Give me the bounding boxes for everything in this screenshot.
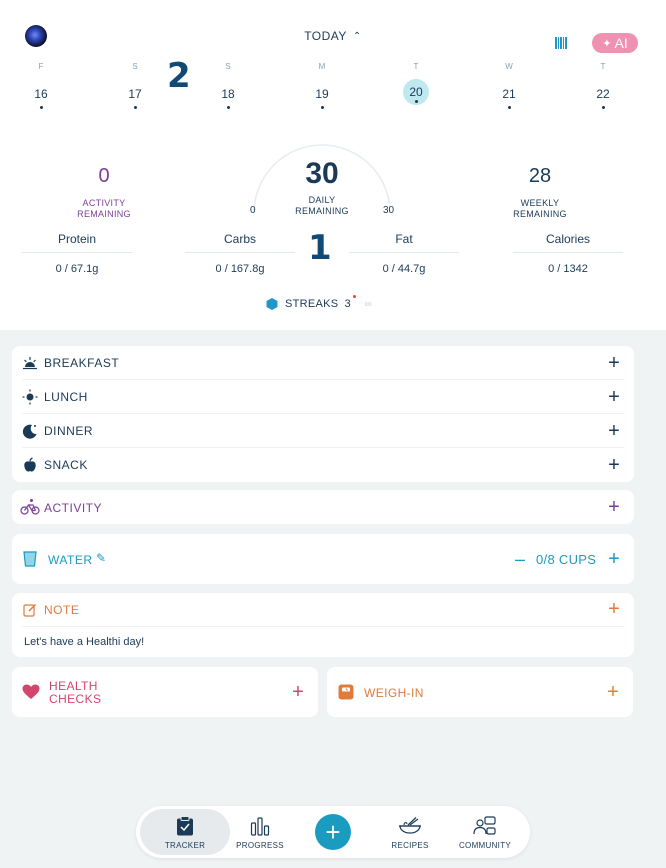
add-weigh-in-button[interactable]: + — [607, 681, 619, 703]
daily-remaining-label-2: REMAINING — [295, 206, 349, 216]
day-letter: F — [38, 62, 44, 71]
macro-value: 0 / 67.1g — [55, 263, 99, 275]
sparkle-icon: ✦ — [602, 37, 612, 50]
day-22[interactable] — [583, 62, 623, 109]
meal-label: BREAKFAST — [44, 356, 120, 370]
community-icon — [450, 815, 520, 837]
day-dot — [227, 106, 230, 109]
bar-chart-icon — [232, 815, 288, 837]
today-label: TODAY — [304, 29, 347, 43]
streak-alert-dot — [353, 295, 356, 298]
day-19[interactable] — [302, 62, 342, 109]
activity-remaining-label-1: ACTIVITY — [82, 198, 126, 208]
macro-name: Protein — [57, 232, 97, 246]
water-card — [12, 534, 634, 584]
macro-value: 0 / 44.7g — [382, 263, 426, 275]
macro-value: 0 / 1342 — [548, 263, 588, 275]
day-dot — [134, 106, 137, 109]
macro-name: Carbs — [223, 232, 256, 246]
heart-icon — [22, 684, 40, 705]
note-card[interactable] — [12, 593, 634, 657]
day-letter: S — [132, 62, 138, 71]
day-dot — [508, 106, 511, 109]
add-lunch-button[interactable]: + — [608, 386, 620, 408]
water-cups-value: 0/8 CUPS — [536, 552, 597, 567]
clipboard-icon — [140, 815, 230, 837]
macro-calories[interactable] — [513, 232, 623, 275]
add-health-check-button[interactable]: + — [292, 681, 304, 703]
add-breakfast-button[interactable]: + — [608, 352, 620, 374]
macro-name: Fat — [395, 232, 413, 246]
meal-label: LUNCH — [44, 390, 88, 404]
macro-protein[interactable] — [22, 232, 132, 275]
nav-tracker[interactable] — [140, 809, 230, 855]
health-checks-label: HEALTH CHECKS — [49, 679, 102, 706]
day-dot — [415, 100, 418, 103]
day-letter: T — [600, 62, 606, 71]
daily-remaining-label-1: DAILY — [308, 195, 336, 205]
nav-label: TRACKER — [164, 841, 206, 850]
apple-icon — [22, 457, 38, 473]
day-20-selected[interactable] — [396, 62, 436, 103]
streak-link-icon: ∞ — [364, 298, 372, 310]
macro-name: Calories — [545, 232, 590, 246]
day-dot — [40, 106, 43, 109]
note-label: NOTE — [44, 603, 80, 617]
ai-button[interactable] — [592, 33, 638, 53]
meal-label: DINNER — [44, 424, 94, 438]
activity-card[interactable] — [12, 490, 634, 524]
annotation-1: 1 — [308, 228, 332, 268]
day-letter: S — [225, 62, 231, 71]
nav-label: PROGRESS — [236, 841, 284, 850]
chevron-up-icon: ⌃ — [352, 31, 362, 42]
gauge-min: 0 — [250, 205, 256, 216]
day-number: 17 — [128, 87, 142, 101]
meals-card — [12, 346, 634, 482]
note-text: Let's have a Healthi day! — [24, 636, 145, 648]
day-dot — [602, 106, 605, 109]
daily-remaining — [262, 157, 382, 217]
note-edit-icon — [23, 603, 37, 622]
macro-carbs[interactable] — [185, 232, 295, 275]
nav-progress[interactable] — [232, 806, 288, 858]
meal-lunch[interactable] — [12, 380, 634, 414]
sunrise-icon — [22, 355, 38, 371]
edit-pencil-icon[interactable]: ✎ — [96, 551, 107, 565]
annotation-2: 2 — [167, 56, 191, 96]
nav-label: COMMUNITY — [458, 841, 512, 850]
water-label: WATER — [48, 553, 93, 567]
day-16[interactable] — [21, 62, 61, 109]
ai-label: AI — [614, 35, 628, 51]
week-day-strip — [0, 62, 666, 112]
water-decrement-button[interactable]: – — [514, 549, 525, 569]
day-letter: W — [505, 62, 513, 71]
day-letter: M — [318, 62, 326, 71]
streaks-count: 3 — [344, 298, 350, 310]
bicycle-icon — [20, 498, 40, 521]
meal-breakfast[interactable] — [12, 346, 634, 380]
add-entry-fab[interactable] — [315, 814, 351, 850]
day-number: 20 — [403, 79, 429, 105]
activity-remaining-value: 0 — [98, 165, 110, 187]
nav-recipes[interactable] — [382, 806, 438, 858]
hexagon-icon — [265, 297, 279, 311]
day-21[interactable] — [489, 62, 529, 109]
water-increment-button[interactable]: + — [608, 548, 620, 570]
bowl-icon — [382, 815, 438, 837]
scale-icon — [338, 684, 354, 705]
water-glass-icon — [23, 551, 37, 572]
weekly-remaining-value: 28 — [528, 165, 552, 187]
activity-remaining — [44, 165, 164, 220]
add-activity-button[interactable]: + — [608, 496, 620, 518]
macro-fat[interactable] — [349, 232, 459, 275]
nav-community[interactable] — [450, 806, 520, 858]
plus-icon: + — [325, 817, 341, 847]
add-dinner-button[interactable]: + — [608, 420, 620, 442]
streaks-badge[interactable] — [265, 296, 372, 312]
weigh-in-label: WEIGH-IN — [364, 686, 424, 700]
weekly-remaining-label-2: REMAINING — [513, 209, 567, 219]
weigh-in-card[interactable] — [327, 667, 633, 717]
bottom-nav — [136, 806, 530, 858]
moon-icon — [22, 423, 38, 439]
sun-icon — [22, 389, 38, 405]
day-17[interactable] — [115, 62, 155, 109]
day-number: 18 — [221, 87, 235, 101]
gauge-max: 30 — [383, 205, 395, 216]
day-number: 21 — [502, 87, 516, 101]
day-18[interactable] — [208, 62, 248, 109]
day-number: 19 — [315, 87, 329, 101]
macro-value: 0 / 167.8g — [215, 263, 265, 275]
day-letter: T — [413, 62, 419, 71]
health-checks-card[interactable] — [12, 667, 318, 717]
day-dot — [321, 106, 324, 109]
meal-label: SNACK — [44, 458, 88, 472]
day-number: 22 — [596, 87, 610, 101]
meal-dinner[interactable] — [12, 414, 634, 448]
weekly-remaining — [480, 165, 600, 220]
add-snack-button[interactable]: + — [608, 454, 620, 476]
weekly-remaining-label-1: WEEKLY — [520, 198, 560, 208]
add-note-button[interactable]: + — [608, 598, 620, 620]
barcode-scanner-icon[interactable] — [555, 37, 567, 49]
streaks-label: STREAKS — [285, 298, 339, 310]
nav-label: RECIPES — [391, 841, 429, 850]
meal-snack[interactable] — [12, 448, 634, 482]
daily-remaining-value: 30 — [305, 157, 339, 190]
activity-remaining-label-2: REMAINING — [77, 209, 131, 219]
day-number: 16 — [34, 87, 48, 101]
activity-label: ACTIVITY — [44, 501, 103, 515]
